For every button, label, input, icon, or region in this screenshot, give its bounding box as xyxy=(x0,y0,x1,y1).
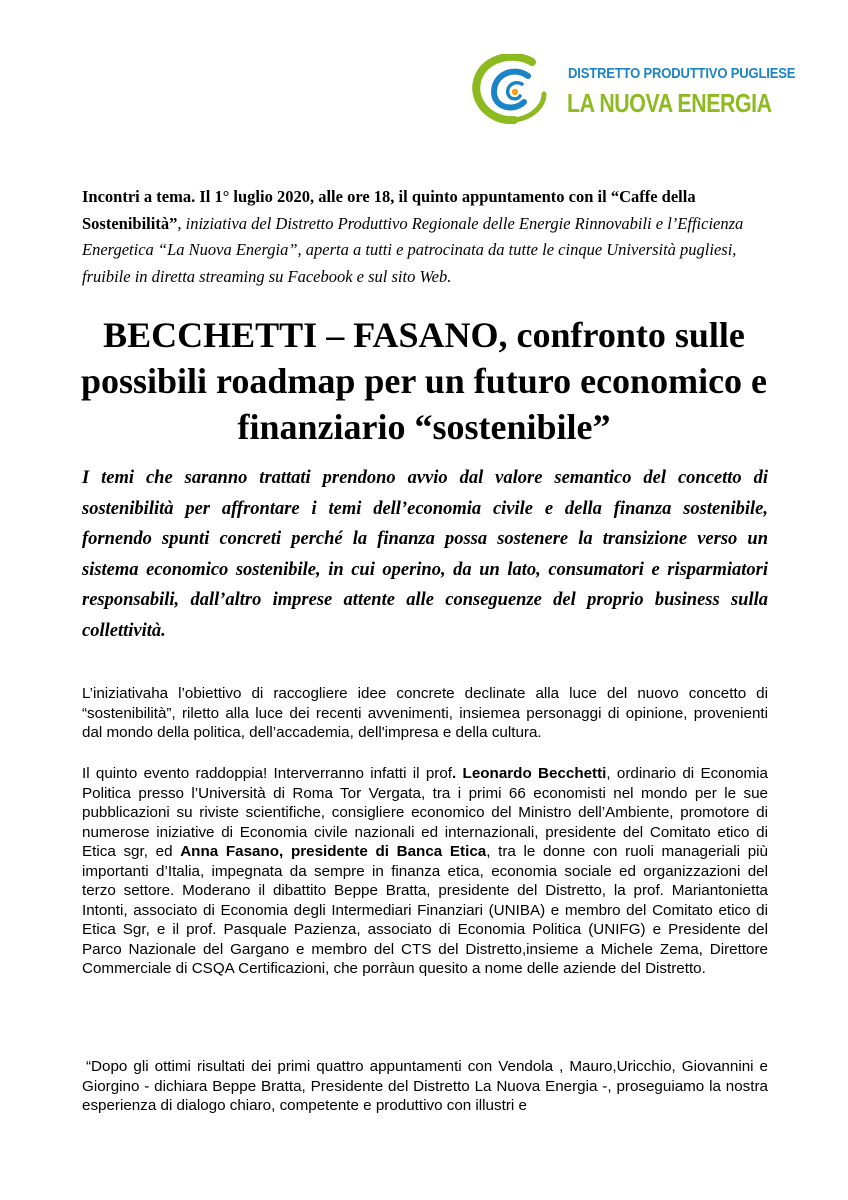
p2-text-2: , ordinario di Economia Politica presso l’Università di Roma Tor Vergata, tra i primi 66 economisti nel mondo per le sue pubblicazioni su riviste scientifiche, consigliere economico del Ministro dell’Ambiente, promotore di numerose iniziative di Economia civile nazionali ed internazionali, presidente del Comitato etico di Etica sgr, ed xyxy=(82,765,768,860)
body-paragraph-1: L’iniziativaha l’obiettivo di raccogliere idee concrete declinate alla luce del nuovo concetto di “sostenibilità”, riletto alla luce dei recenti avvenimenti, insiemea personaggi di opinione, provenienti dal mondo della politica, dell’accademia, dell'impresa e della cultura. xyxy=(82,685,768,741)
p2-bold-becchetti: . Leonardo Becchetti xyxy=(452,765,607,782)
subheading: I temi che saranno trattati prendono avvio dal valore semantico del concetto di sostenibilità per affrontare i temi dell’economia civile e della finanza sostenibile, fornendo spunti concreti perché la finanza possa sostenere la transizione verso un sistema economico sostenibile, in cui operino, da un lato, consumatori e risparmiatori responsabili, dall’altro imprese attente alle conseguenze del proprio business sulla collettività. xyxy=(82,468,768,641)
p2-text-3: , tra le donne con ruoli manageriali più importanti d’Italia, impegnata da sempre in finanza etica, economia sociale ed organizzazioni del terzo settore. Moderano il dibattito Beppe Bratta, presidente del Distretto, la prof. Mariantonietta Intonti, associato di Economia degli Intermediari Finanziari (UNIBA) e membro del Comitato etico di Etica Sgr, e il prof. Pasquale Pazienza, associato di Economia Politica (UNIFG) e Presidente del Parco Nazionale del Gargano e membro del CTS del Distretto,insieme a Michele Zema, Direttore Commerciale di CSQA Certificazioni, che porràun quesito a nome delle aziende del Distretto. xyxy=(82,843,769,977)
swirl-logo-icon xyxy=(470,54,562,124)
body-paragraph-2 xyxy=(82,764,768,979)
logo-line2: LA NUOVA ENERGIA xyxy=(567,88,772,118)
p2-bold-fasano: Anna Fasano, presidente di Banca Etica xyxy=(180,843,487,860)
body-paragraph-3: “Dopo gli ottimi risultati dei primi quattro appuntamenti con Vendola , Mauro,Uricchio, Giovannini e Giorgino - dichiara Beppe Bratta, Presidente del Distretto La Nuova Energia -, proseguiamo la nostra esperienza di dialogo chiaro, competente e produttivo con illustri e xyxy=(82,1058,768,1114)
intro-lead: Incontri a tema. Il 1° luglio 2020, alle ore 18, il quinto appuntamento con il “Caffe della Sostenibilità” xyxy=(82,187,696,233)
page-title: BECCHETTI – FASANO, confronto sulle possibili roadmap per un futuro economico e finanziario “sostenibile” xyxy=(80,315,768,447)
p2-text-1: Il quinto evento raddoppia! Interverranno infatti il prof xyxy=(82,765,453,782)
intro-paragraph xyxy=(82,184,772,290)
intro-rest: , iniziativa del Distretto Produttivo Regionale delle Energie Rinnovabili e l’Efficienza Energetica “La Nuova Energia”, aperta a tutti e patrocinata da tutte le cinque Università pugliesi, fruibile in diretta streaming su Facebook e sul sito Web. xyxy=(82,213,744,286)
logo-line1: DISTRETTO PRODUTTIVO PUGLIESE xyxy=(568,66,796,82)
district-logo xyxy=(470,52,796,122)
